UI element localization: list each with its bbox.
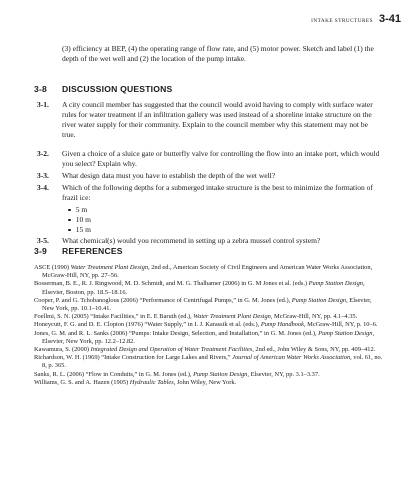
question-text: Which of the following depths for a submerged intake structure is the best to minimize the formation of frazil ice: (62, 183, 373, 202)
reference-entry: ASCE (1990) Water Treatment Plant Design, 2nd ed., American Society of Civil Engineers and American Water Works Association, McGraw-Hill, NY, pp. 27–56. (34, 264, 373, 280)
question-text: A city council member has suggested that the council would avoid having to comply with surface water rules for water treatment if an infiltration gallery was used instead of a shoreline intake structure on the river water supply for their community. Explain to the council member why this statement may not be true. (62, 100, 373, 139)
section-number: 3-9 (34, 246, 48, 256)
reference-entry: Honeycutt, F. G. and D. E. Clopton (1976) “Water Supply,” in I. J. Karassik et al. (eds.), Pump Handbook, McGraw-Hill, NY, p. 10–6. (34, 321, 378, 329)
reference-entry: Bosserman, B. E., R. J. Ringwood, M. D. Schmidt, and M. G. Thalhamer (2006) in G. M Jones et al. (eds.) Pump Station Design, Elsevier, Boston, pp. 18.5–18.16. (34, 280, 365, 296)
reference-entry: Sanks, R. L. (2006) “Flow in Conduits,” in G. M. Jones (ed.), Pump Station Design, Elsevier, NY, pp. 3.1–3.37. (34, 370, 320, 378)
previous-problem-continuation: (3) efficiency at BEP, (4) the operating range of flow rate, and (5) motor power. Sketch and label (1) the depth of the wet well and (2) the location of the pump intake. (62, 44, 374, 63)
section-heading-references (34, 246, 123, 256)
question-text: What chemical(s) would you recommend in setting up a zebra mussel control system? (62, 236, 321, 245)
question-3-3 (37, 171, 381, 181)
page-number: 3-41 (378, 13, 401, 25)
list-item: 5 m (68, 205, 91, 215)
reference-entry: Jones, G. M. and R. L. Sanks (2006) “Pumps: Intake Design, Selection, and Installation,” in G. M. Jones (ed.), Pump Station Design, Elsevier, New York, pp. 12.2–12.82. (34, 329, 375, 345)
bullet-icon (68, 219, 71, 222)
list-item: 15 m (68, 225, 91, 235)
question-3-2 (37, 149, 381, 169)
depth-options-list (68, 205, 91, 235)
question-number: 3-1. (37, 100, 49, 109)
question-number: 3-4. (37, 183, 49, 192)
reference-entry: Williams, G. S. and A. Hazen (1905) Hydraulic Tables, John Wiley, New York. (34, 378, 237, 386)
section-heading-discussion (34, 84, 172, 94)
question-3-5 (37, 236, 381, 246)
list-item: 10 m (68, 215, 91, 225)
question-number: 3-5. (37, 236, 49, 245)
section-title: REFERENCES (62, 246, 123, 256)
running-head (311, 13, 401, 25)
reference-entry: Kawamura, S. (2000) Integrated Design and Operation of Water Treatment Facilities, 2nd ed., John Wiley & Sons, NY, pp. 409–412. (34, 346, 376, 354)
reference-entry: Richardson, W. H. (1969) “Intake Construction for Large Lakes and Rivers,” Journal of American Water Works Association, vol. 61, no. 8, p. 365. (34, 354, 383, 370)
reference-entry: Foellmi, S. N. (2005) “Intake Facilities,” in E. E Baruth (ed.), Water Treatment Plant Design, McGraw-Hill, NY, pp. 4.1–4.35. (34, 313, 358, 321)
question-number: 3-2. (37, 149, 49, 158)
reference-entry: Cooper, P. and G. Tchobanoglous (2006) “Performance of Centrifugal Pumps,” in G. M. Jones (ed.), Pump Station Design, Elsevier, New York, pp. 10.1–10.41. (34, 296, 372, 313)
section-title: DISCUSSION QUESTIONS (62, 84, 173, 94)
question-number: 3-3. (37, 171, 49, 180)
section-number: 3-8 (34, 84, 48, 94)
question-text: Given a choice of a sluice gate or butterfly valve for controlling the flow into an intake port, which would you select? Explain why. (62, 149, 380, 168)
question-3-1 (37, 100, 381, 140)
question-3-4 (37, 183, 381, 203)
bullet-icon (68, 209, 71, 212)
question-text: What design data must you have to establish the depth of the wet well? (62, 171, 276, 180)
running-title: INTAKE STRUCTURES (311, 18, 373, 24)
references-list (34, 264, 384, 387)
bullet-icon (68, 229, 71, 232)
